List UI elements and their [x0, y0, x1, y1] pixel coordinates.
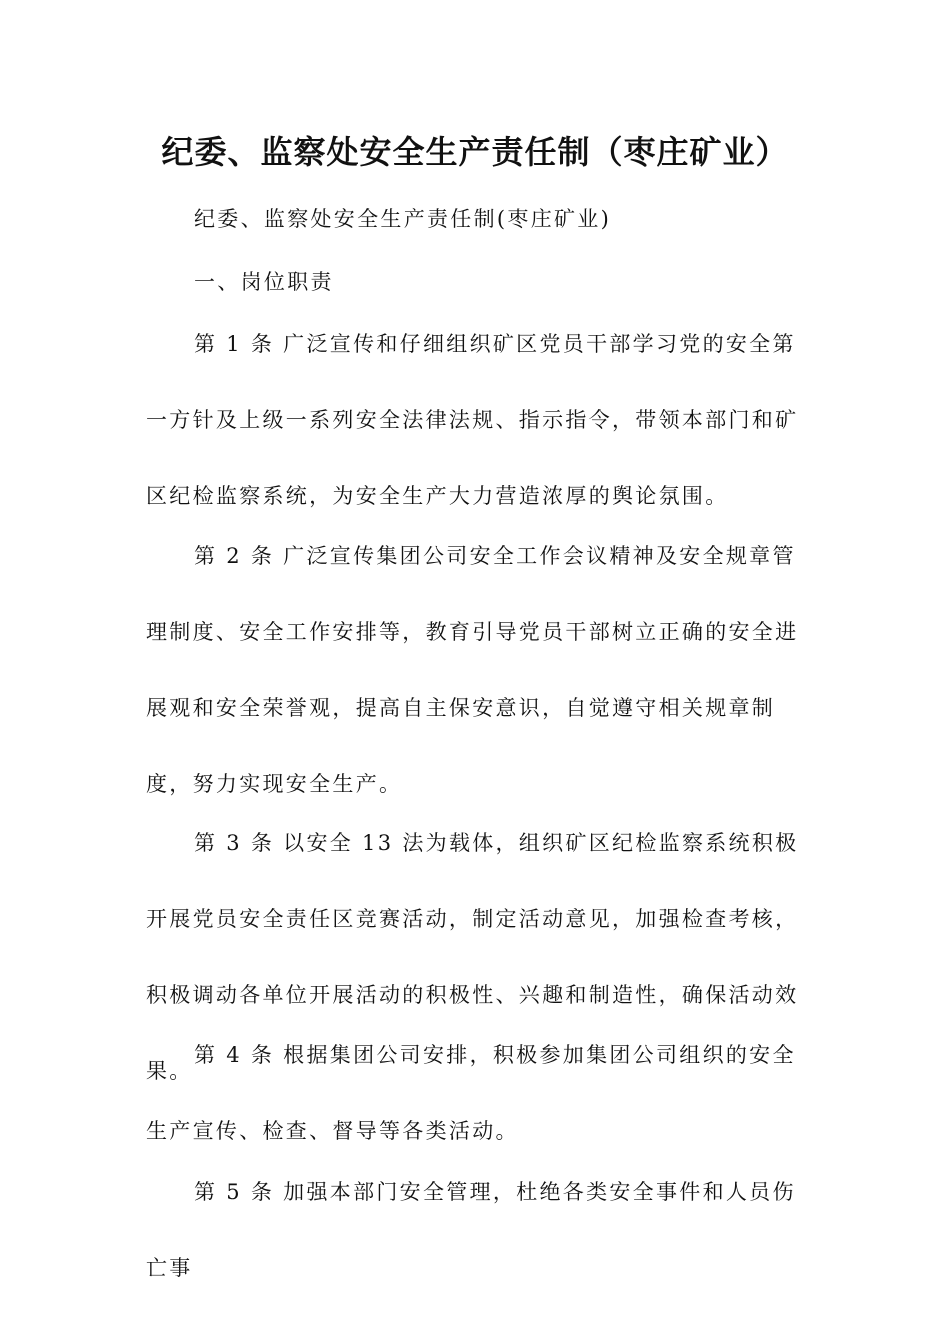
document-title: 纪委、监察处安全生产责任制（枣庄矿业）: [161, 133, 789, 171]
document-subtitle: 纪委、监察处安全生产责任制(枣庄矿业): [194, 207, 612, 231]
article-3: 第 3 条 以安全 13 法为载体，组织矿区纪检监察系统积极开展党员安全责任区竞赛活动，制定活动意见，加强检查考核，积极调动各单位开展活动的积极性、兴趣和制造性，确保活动效果。: [146, 831, 799, 1083]
article-4: 第 4 条 根据集团公司安排，积极参加集团公司组织的安全生产宣传、检查、督导等各类活动。: [146, 1043, 796, 1143]
article-5: 第 5 条 加强本部门安全管理，杜绝各类安全事件和人员伤亡事: [146, 1180, 796, 1280]
article-2: 第 2 条 广泛宣传集团公司安全工作会议精神及安全规章管理制度、安全工作安排等，教育引导党员干部树立正确的安全进展观和安全荣誉观，提高自主保安意识，自觉遵守相关规章制度，努力实现安全生产。: [146, 544, 799, 796]
article-1: 第 1 条 广泛宣传和仔细组织矿区党员干部学习党的安全第一方针及上级一系列安全法律法规、指示指令，带领本部门和矿区纪检监察系统，为安全生产大力营造浓厚的舆论氛围。: [146, 332, 799, 508]
section-heading: 一、岗位职责: [194, 270, 334, 294]
